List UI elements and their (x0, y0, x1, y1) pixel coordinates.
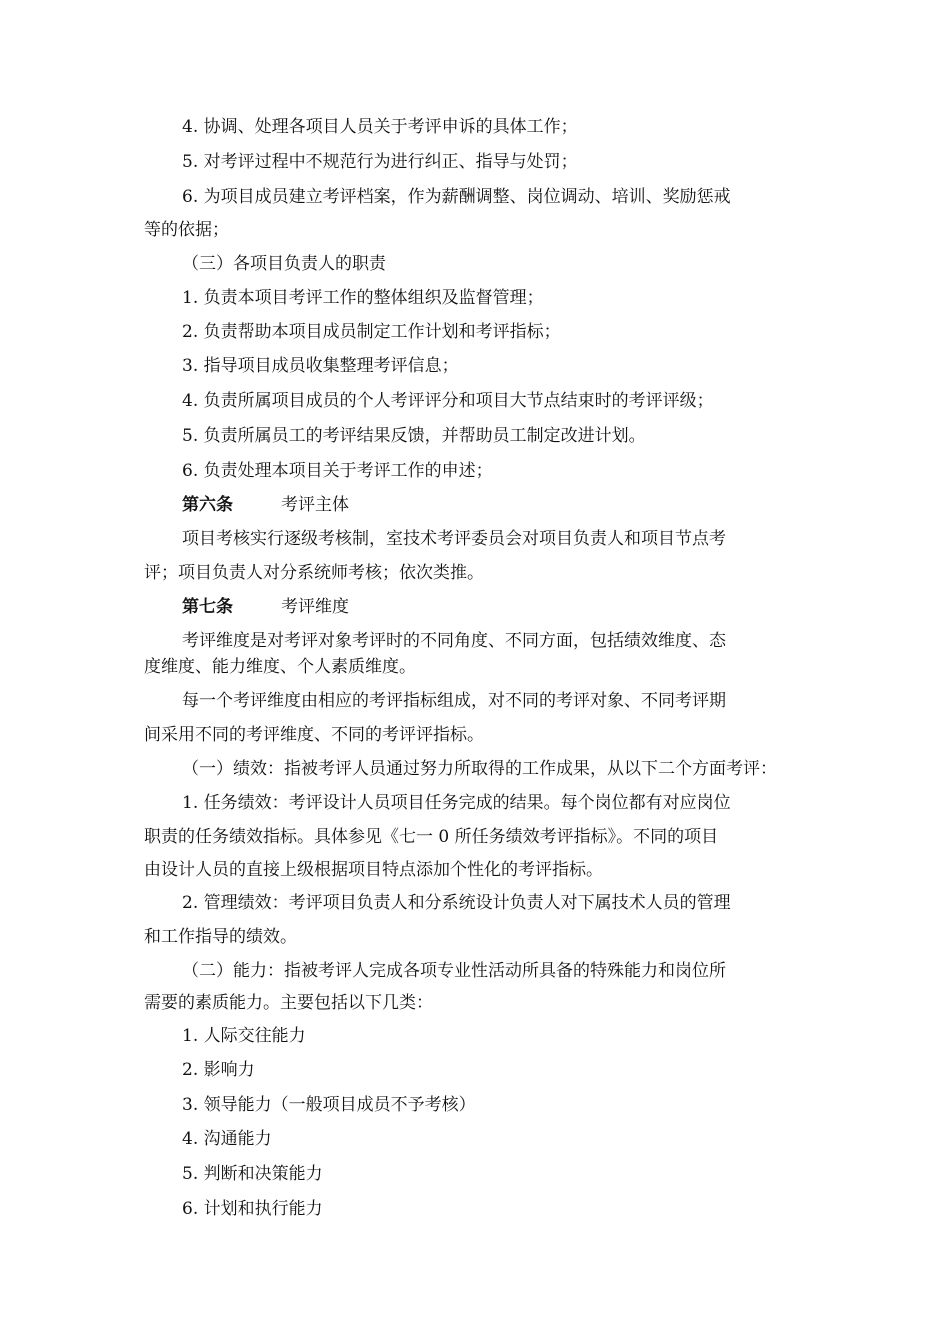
article-7-heading (182, 596, 349, 618)
ability-item-4: 4. 沟通能力 (182, 1129, 272, 1149)
ability-item-6: 6. 计划和执行能力 (182, 1199, 323, 1219)
ability-item-2: 2. 影响力 (182, 1060, 255, 1080)
section-heading-3: （三）各项目负责人的职责 (182, 254, 386, 274)
ability-item-1: 1. 人际交往能力 (182, 1026, 306, 1046)
ability-heading-cont: 需要的素质能力。主要包括以下几类： (144, 993, 433, 1013)
article-6-number: 第六条 (182, 495, 233, 515)
leader-duty-6: 6. 负责处理本项目关于考评工作的申述； (182, 461, 493, 481)
duty-item-5: 5. 对考评过程中不规范行为进行纠正、指导与处罚； (182, 152, 578, 172)
ability-item-3: 3. 领导能力（一般项目成员不予考核） (182, 1095, 476, 1115)
duty-item-6-cont: 等的依据； (144, 220, 229, 240)
ability-heading: （二）能力：指被考评人完成各项专业性活动所具备的特殊能力和岗位所 (182, 961, 726, 981)
article-7-title: 考评维度 (281, 597, 349, 617)
article-7-para-2-cont: 间采用不同的考评维度、不同的考评评指标。 (144, 725, 484, 745)
management-performance: 2. 管理绩效：考评项目负责人和分系统设计负责人对下属技术人员的管理 (182, 893, 731, 913)
task-performance-cont-1: 职责的任务绩效指标。具体参见《七一 0 所任务绩效考评指标》。不同的项目 (144, 827, 719, 847)
leader-duty-1: 1. 负责本项目考评工作的整体组织及监督管理； (182, 288, 544, 308)
performance-heading: （一）绩效：指被考评人员通过努力所取得的工作成果，从以下二个方面考评： (182, 759, 777, 779)
article-7-para-1-cont: 度维度、能力维度、个人素质维度。 (144, 657, 416, 677)
task-performance: 1. 任务绩效：考评设计人员项目任务完成的结果。每个岗位都有对应岗位 (182, 793, 731, 813)
article-7-number: 第七条 (182, 597, 233, 617)
article-6-para: 项目考核实行逐级考核制，室技术考评委员会对项目负责人和项目节点考 (182, 529, 726, 549)
article-6-para-cont: 评；项目负责人对分系统师考核；依次类推。 (144, 563, 484, 583)
article-7-para-2: 每一个考评维度由相应的考评指标组成，对不同的考评对象、不同考评期 (182, 691, 726, 711)
task-performance-cont-2: 由设计人员的直接上级根据项目特点添加个性化的考评指标。 (144, 860, 603, 880)
leader-duty-2: 2. 负责帮助本项目成员制定工作计划和考评指标； (182, 322, 561, 342)
duty-item-6: 6. 为项目成员建立考评档案，作为薪酬调整、岗位调动、培训、奖励惩戒 (182, 187, 731, 207)
ability-item-5: 5. 判断和决策能力 (182, 1164, 323, 1184)
management-performance-cont: 和工作指导的绩效。 (144, 927, 297, 947)
duty-item-4: 4. 协调、处理各项目人员关于考评申诉的具体工作； (182, 117, 578, 137)
leader-duty-4: 4. 负责所属项目成员的个人考评评分和项目大节点结束时的考评评级； (182, 391, 714, 411)
article-6-title: 考评主体 (281, 495, 349, 515)
leader-duty-5: 5. 负责所属员工的考评结果反馈，并帮助员工制定改进计划。 (182, 426, 646, 446)
article-7-para-1: 考评维度是对考评对象考评时的不同角度、不同方面，包括绩效维度、态 (182, 631, 726, 651)
article-6-heading (182, 494, 349, 516)
leader-duty-3: 3. 指导项目成员收集整理考评信息； (182, 356, 459, 376)
